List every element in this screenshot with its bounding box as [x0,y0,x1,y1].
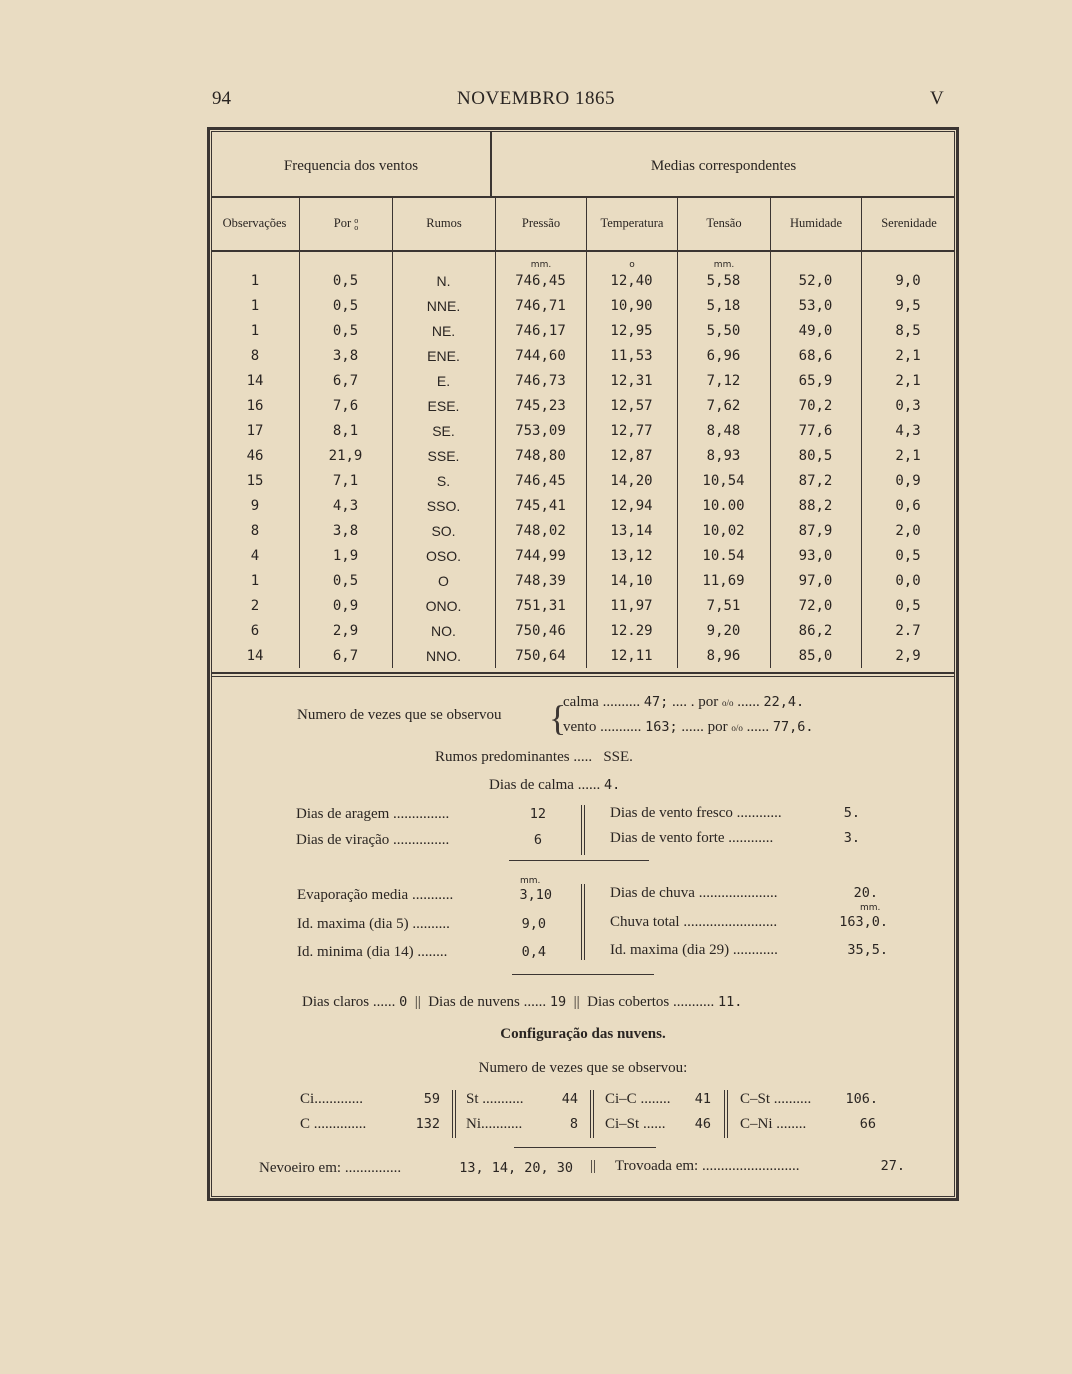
short-rule [514,1147,656,1148]
trovoada-line: Trovoada em: .......................... 27. [615,1158,905,1174]
table-cell: 0,9 [895,472,921,489]
table-cell: 68,6 [798,347,833,364]
table-cell: 7,62 [706,397,741,414]
wind-table [211,268,955,668]
divider-bar [452,1090,456,1138]
table-cell: 11,53 [610,347,653,364]
separator: || [590,1158,597,1174]
table-cell: 753,09 [515,422,566,439]
cloud-ci-st: Ci–St ...... 46 [605,1116,711,1132]
table-row [211,568,955,593]
table-cell: 11,97 [610,597,653,614]
config-title: Configuração das nuvens. [500,1026,666,1042]
divider-bar [581,884,585,960]
table-cell: 1 [250,297,260,314]
vento-fresco-line: Dias de vento fresco ............ 5. [610,805,860,821]
col-header-observacoes: Observações [222,216,287,230]
table-cell: 748,39 [515,572,566,589]
table-cell: 9,20 [706,622,741,639]
table-cell: 15 [246,472,264,489]
table-cell: 0,5 [895,547,921,564]
table-row [211,643,955,668]
table-row [211,593,955,618]
table-cell: 12,11 [610,647,653,664]
table-cell: NNO. [426,647,461,664]
separator: || [410,994,425,1010]
table-cell: 11,69 [702,572,745,589]
table-cell: 8,48 [706,422,741,439]
col-header-temperatura: Temperatura [600,216,664,230]
brace: { [549,698,567,738]
table-cell: 87,9 [798,522,833,539]
table-bottom-rule-2 [211,676,955,677]
table-cell: 744,60 [515,347,566,364]
table-cell: E. [436,372,451,389]
table-cell: 746,17 [515,322,566,339]
table-cell: 1 [250,272,260,289]
table-cell: 3,8 [332,347,359,364]
table-row [211,418,955,443]
table-cell: 13,12 [610,547,653,564]
table-cell: 6 [250,622,260,639]
table-bottom-rule [211,672,955,674]
unit-temperatura: o [629,260,635,270]
table-cell: OSO. [425,547,461,564]
table-cell: 0,6 [895,497,921,514]
table-cell: SSE. [427,447,460,464]
table-cell: 9 [250,497,260,514]
col-header-tensao: Tensão [706,216,742,230]
table-cell: 12,57 [610,397,653,414]
cloud-ci-c: Ci–C ........ 41 [605,1091,711,1107]
table-cell: 0,5 [895,597,921,614]
table-cell: 97,0 [798,572,833,589]
chuva-days-line: Dias de chuva ..................... 20. [610,885,878,901]
separator: || [569,994,584,1010]
table-row [211,368,955,393]
table-cell: ESE. [427,397,460,414]
table-cell: 52,0 [798,272,833,289]
table-cell: 16 [246,397,264,414]
table-cell: 748,80 [515,447,566,464]
unit-pressao: mm. [530,260,552,270]
table-cell: 5,50 [706,322,741,339]
group-divider [490,131,492,198]
table-cell: 14 [246,372,264,389]
table-cell: 0,5 [332,322,359,339]
table-cell: 53,0 [798,297,833,314]
cloud-ci: Ci............. 59 [300,1091,440,1107]
table-cell: 7,6 [332,397,359,414]
table-row [211,518,955,543]
observed-label: Numero de vezes que se observou [297,707,502,723]
table-cell: 14,20 [610,472,653,489]
table-cell: 10,54 [702,472,745,489]
table-cell: 13,14 [610,522,653,539]
table-cell: 751,31 [515,597,566,614]
table-cell: 8,96 [706,647,741,664]
vento-forte-line: Dias de vento forte ............ 3. [610,830,860,846]
table-cell: 12.29 [610,622,653,639]
table-cell: 1 [250,322,260,339]
page-mark: V [930,88,944,109]
calma-days-line: Dias de calma ...... 4. [489,777,621,793]
table-cell: 87,2 [798,472,833,489]
table-row [211,543,955,568]
table-cell: 748,02 [515,522,566,539]
divider-bar [590,1090,594,1138]
table-cell: 0,3 [895,397,921,414]
table-cell: SE. [432,422,455,439]
table-cell: 3,8 [332,522,359,539]
table-cell: 7,1 [332,472,359,489]
config-subtitle: Numero de vezes que se observou: [478,1060,688,1076]
table-cell: 4 [250,547,260,564]
table-cell: 745,41 [515,497,566,514]
cloud-c-ni: C–Ni ........ 66 [740,1116,876,1132]
cloud-c-st: C–St .......... 106. [740,1091,878,1107]
table-cell: 49,0 [798,322,833,339]
short-rule [509,860,649,861]
table-cell: 10.00 [702,497,745,514]
table-cell: 12,31 [610,372,653,389]
table-cell: 6,96 [706,347,741,364]
table-cell: 12,95 [610,322,653,339]
table-cell: 7,12 [706,372,741,389]
table-cell: 80,5 [798,447,833,464]
table-cell: 4,3 [332,497,359,514]
table-cell: 21,9 [328,447,363,464]
table-cell: 2 [250,597,260,614]
calma-line: calma .......... 47; .... . por o/o ...... 22,4. [563,694,805,710]
col-header-serenidade: Serenidade [881,216,937,230]
col-header-pressao: Pressão [521,216,561,230]
group-header-means: Medias correspondentes [650,158,797,174]
table-cell: 0,5 [332,572,359,589]
table-cell: 10,02 [702,522,745,539]
table-cell: 8,5 [895,322,921,339]
chuva-max-line: Id. maxima (dia 29) ............ 35,5. [610,942,888,958]
table-cell: 5,58 [706,272,741,289]
table-cell: 72,0 [798,597,833,614]
table-cell: NO. [431,622,456,639]
table-cell: 746,45 [515,272,566,289]
table-cell: 46 [246,447,264,464]
page-header [0,88,1072,118]
evap-max-line: Id. maxima (dia 5) .......... 9,0 [297,916,546,932]
table-cell: 746,71 [515,297,566,314]
table-cell: 0,0 [895,572,921,589]
table-cell: 85,0 [798,647,833,664]
header-rule [211,196,955,198]
nevoeiro-line: Nevoeiro em: ............... 13, 14, 20, 30 [259,1160,573,1176]
table-cell: 2,1 [895,372,921,389]
table-cell: 93,0 [798,547,833,564]
table-cell: 750,46 [515,622,566,639]
table-cell: 745,23 [515,397,566,414]
chuva-unit: mm. [860,903,881,913]
percent-fraction: o o [354,216,359,233]
table-cell: 12,87 [610,447,653,464]
table-cell: 744,99 [515,547,566,564]
chuva-total-line: Chuva total ......................... 163,0. [610,914,888,930]
cloud-ni: Ni........... 8 [466,1116,578,1132]
table-cell: 1,9 [332,547,359,564]
col-header-humidade: Humidade [789,216,843,230]
table-cell: ENE. [427,347,460,364]
table-cell: NE. [431,322,456,339]
table-cell: 8,1 [332,422,359,439]
table-cell: 8 [250,347,260,364]
aragem-line: Dias de aragem ............... 12 [296,806,546,822]
table-cell: 2.7 [895,622,921,639]
table-row [211,468,955,493]
vento-line: vento ........... 163; ...... por o/o ...... 77,6. [563,719,814,735]
table-row [211,443,955,468]
cloud-c: C .............. 132 [300,1116,440,1132]
table-cell: 746,73 [515,372,566,389]
table-cell: 2,9 [332,622,359,639]
table-row [211,293,955,318]
table-cell: 2,1 [895,347,921,364]
table-row [211,318,955,343]
table-cell: 14 [246,647,264,664]
column-header-rule [211,250,955,252]
table-cell: 7,51 [706,597,741,614]
table-cell: 77,6 [798,422,833,439]
col-header-rumos: Rumos [426,216,462,230]
short-rule [512,974,654,975]
table-cell: SSO. [426,497,461,514]
table-cell: O [438,572,449,589]
table-cell: 1 [250,572,260,589]
table-cell: 70,2 [798,397,833,414]
table-cell: 12,94 [610,497,653,514]
table-cell: N. [436,272,451,289]
table-cell: 10,90 [610,297,653,314]
table-cell: 9,0 [895,272,921,289]
table-cell: S. [436,472,451,489]
cloud-st: St ........... 44 [466,1091,578,1107]
table-cell: 88,2 [798,497,833,514]
table-cell: 8,93 [706,447,741,464]
table-cell: 746,45 [515,472,566,489]
table-row [211,493,955,518]
page-title: NOVEMBRO 1865 [457,88,615,109]
table-row [211,343,955,368]
sky-days-line: Dias claros ...... 0 || Dias de nuvens ...... 19 || Dias cobertos ........... 11. [302,994,743,1010]
viracao-line: Dias de viração ............... 6 [296,832,542,848]
table-cell: 4,3 [895,422,921,439]
divider-bar [724,1090,728,1138]
unit-tensao: mm. [713,260,735,270]
col-header-por: Por o o [333,216,359,233]
table-cell: 14,10 [610,572,653,589]
table-cell: 86,2 [798,622,833,639]
page-number: 94 [212,88,231,109]
table-row [211,268,955,293]
table-cell: 9,5 [895,297,921,314]
table-cell: NNE. [426,297,461,314]
table-cell: 0,5 [332,272,359,289]
rumos-line: Rumos predominantes ..... SSE. [435,749,633,765]
table-row [211,393,955,418]
table-cell: 0,5 [332,297,359,314]
group-header-frequency: Frequencia dos ventos [283,158,419,174]
table-row [211,618,955,643]
evap-min-line: Id. minima (dia 14) ........ 0,4 [297,944,546,960]
table-cell: 10.54 [702,547,745,564]
table-cell: ONO. [425,597,462,614]
table-cell: 2,1 [895,447,921,464]
table-cell: 2,9 [895,647,921,664]
table-cell: 12,77 [610,422,653,439]
table-cell: 5,18 [706,297,741,314]
table-cell: 2,0 [895,522,921,539]
table-cell: 6,7 [332,647,359,664]
table-cell: 65,9 [798,372,833,389]
table-cell: SO. [431,522,456,539]
table-cell: 8 [250,522,260,539]
evaporacao-line: Evaporação media ........... 3,10 [297,887,552,903]
table-cell: 12,40 [610,272,653,289]
table-cell: 6,7 [332,372,359,389]
table-cell: 0,9 [332,597,359,614]
table-cell: 17 [246,422,264,439]
evap-unit: mm. [520,876,541,886]
table-cell: 750,64 [515,647,566,664]
divider-bar [581,805,585,855]
